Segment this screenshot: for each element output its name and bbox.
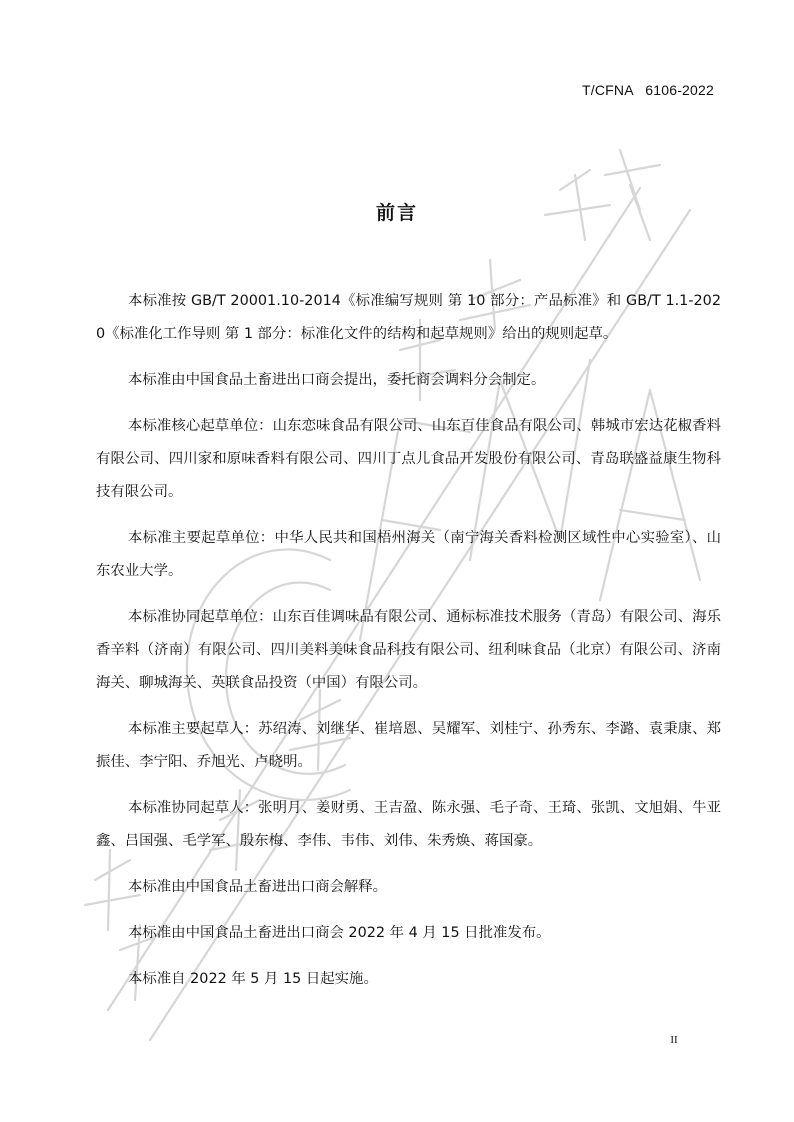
paragraph-main-drafters: 本标准主要起草人：苏绍涛、刘继华、崔培恩、吴耀军、刘桂宁、孙秀东、李潞、袁秉康、郑振佳、李宁阳、乔旭光、卢晓明。 [96,721,721,770]
paragraph-cooperating-drafters: 本标准协同起草人：张明月、姜财勇、王吉盈、陈永强、毛子奇、王琦、张凯、文旭娟、牛亚鑫、吕国强、毛学军、殷东梅、李伟、韦伟、刘伟、朱秀焕、蒋国豪。 [96,800,721,849]
page-title: 前言 [375,202,418,224]
paragraph-effective-date: 本标准自 2022 年 5 月 15 日起实施。 [128,971,378,987]
paragraph-interpretation: 本标准由中国食品土畜进出口商会解释。 [128,879,388,895]
paragraph-drafting-rules: 本标准按 GB/T 20001.10-2014《标准编写规则 第 10 部分：产品标准》和 GB/T 1.1-2020《标准化工作导则 第 1 部分：标准化文件的结构和起草规则》给出的规则起草。 [96,293,721,342]
paragraph-proposer: 本标准由中国食品土畜进出口商会提出，委托商会调料分会制定。 [128,372,546,388]
page-number: II [670,1034,678,1046]
paragraph-approval-date: 本标准由中国食品土畜进出口商会 2022 年 4 月 15 日批准发布。 [128,925,551,941]
paragraph-cooperating-drafting-units: 本标准协同起草单位：山东百佳调味品有限公司、通标标准技术服务（青岛）有限公司、海乐香辛料（济南）有限公司、四川美料美味食品科技有限公司、纽利味食品（北京）有限公司、济南海关、聊城海关、英联食品投资（中国）有限公司。 [96,609,721,691]
standard-code-header: T/CFNA 6106-2022 [582,82,714,98]
watermark-char-2 [605,150,660,240]
paragraph-main-drafting-units: 本标准主要起草单位：中华人民共和国梧州海关（南宁海关香料检测区域性中心实验室）、山东农业大学。 [96,530,721,579]
foreword-body [96,285,721,1009]
paragraph-core-drafting-units: 本标准核心起草单位：山东恋味食品有限公司、山东百佳食品有限公司、韩城市宏达花椒香料有限公司、四川家和原味香料有限公司、四川丁点儿食品开发股份有限公司、青岛联盛益康生物科技有限公司。 [96,418,721,500]
